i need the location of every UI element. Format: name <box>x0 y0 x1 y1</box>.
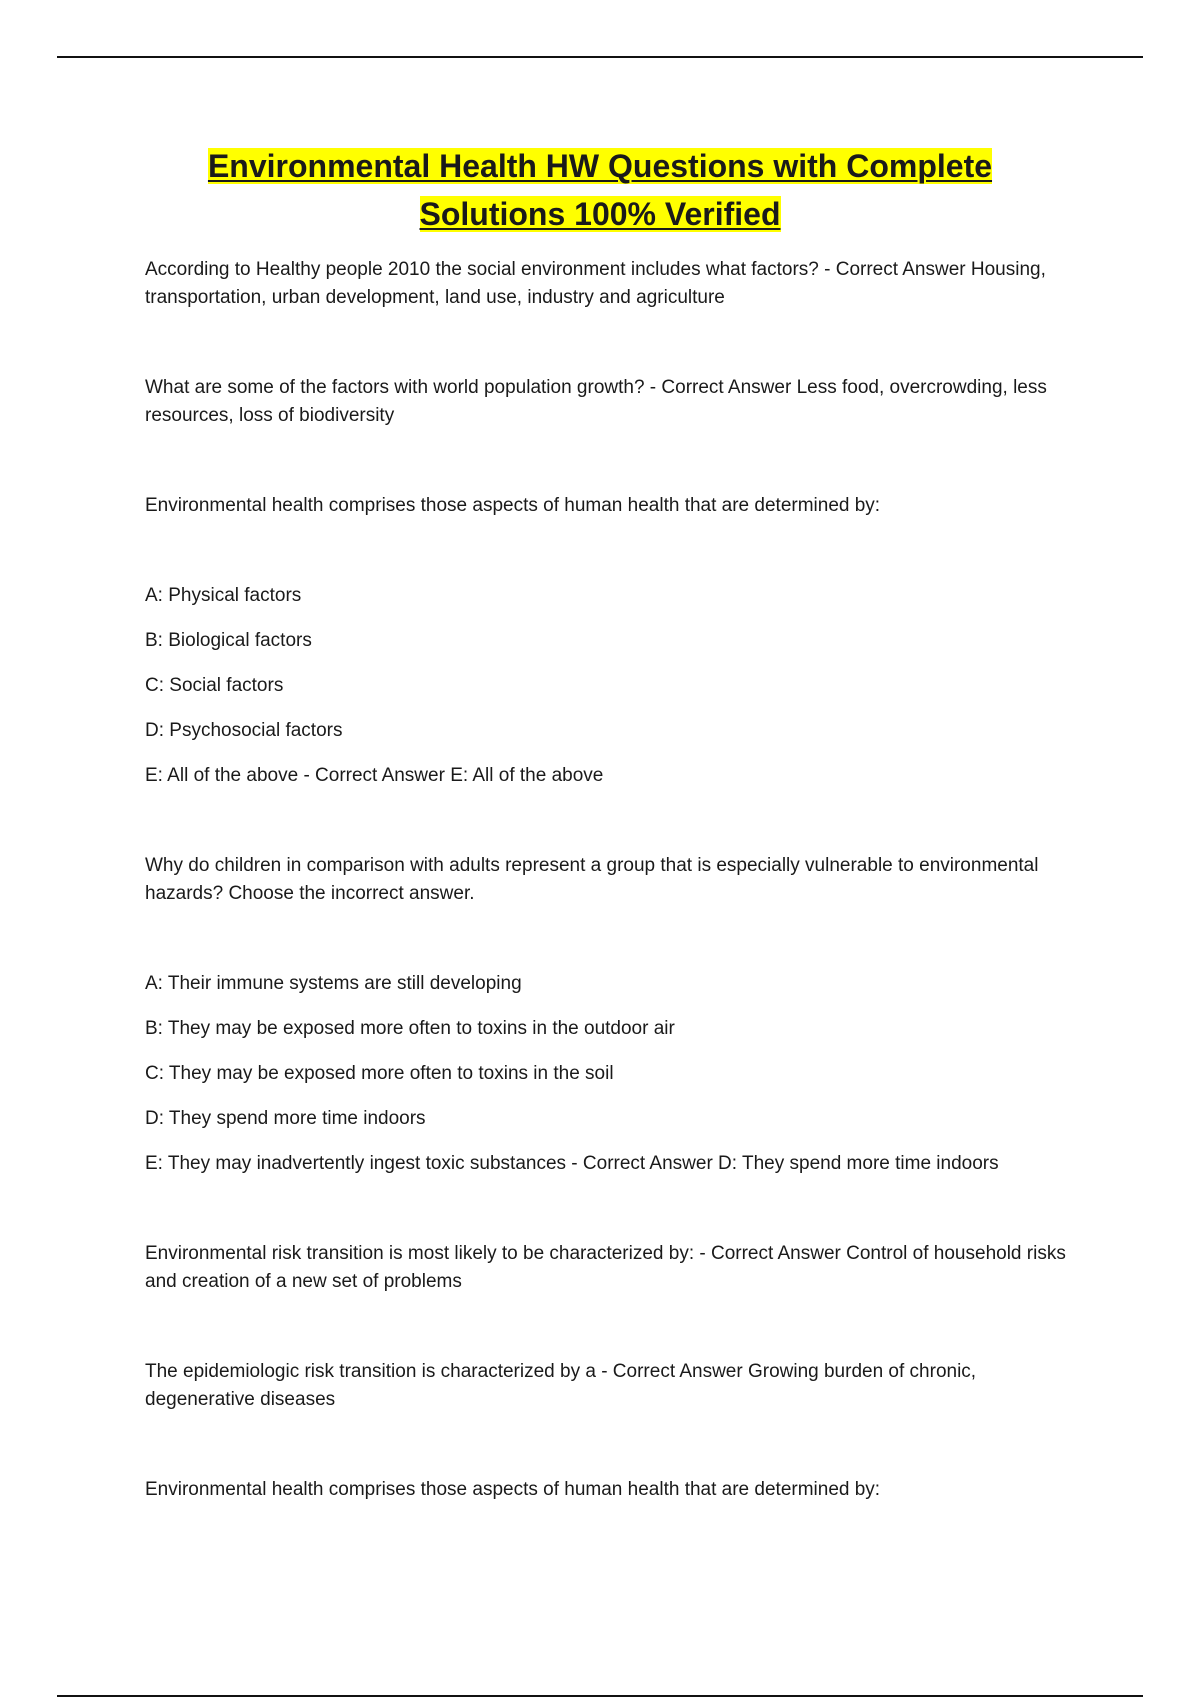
question-4-option-e: E: They may inadvertently ingest toxic substances - Correct Answer D: They spend more time indoors <box>145 1153 999 1174</box>
bottom-rule <box>57 1695 1143 1697</box>
question-3-option-b: B: Biological factors <box>145 630 312 651</box>
document-title <box>0 142 1200 238</box>
question-3: Environmental health comprises those aspects of human health that are determined by: <box>145 495 881 516</box>
question-4-option-d: D: They spend more time indoors <box>145 1108 426 1129</box>
question-3-option-a: A: Physical factors <box>145 585 302 606</box>
question-5: Environmental risk transition is most likely to be characterized by: - Correct Answer Control of household risks and creation of a new set of problems <box>145 1243 1066 1292</box>
question-7: Environmental health comprises those aspects of human health that are determined by: <box>145 1479 881 1500</box>
top-rule <box>57 56 1143 58</box>
document-body <box>145 256 1085 1504</box>
question-1: According to Healthy people 2010 the social environment includes what factors? - Correct Answer Housing, transportation, urban development, land use, industry and agriculture <box>145 259 1046 308</box>
title-line-1: Environmental Health HW Questions with Complete <box>207 148 993 184</box>
question-2: What are some of the factors with world population growth? - Correct Answer Less food, overcrowding, less resources, loss of biodiversity <box>145 377 1047 426</box>
question-6: The epidemiologic risk transition is characterized by a - Correct Answer Growing burden of chronic, degenerative diseases <box>145 1361 977 1410</box>
question-4: Why do children in comparison with adults represent a group that is especially vulnerable to environmental hazards? Choose the incorrect answer. <box>145 855 1039 904</box>
question-4-option-a: A: Their immune systems are still developing <box>145 973 522 994</box>
title-line-2: Solutions 100% Verified <box>419 196 781 232</box>
question-3-option-e: E: All of the above - Correct Answer E: All of the above <box>145 765 604 786</box>
question-4-option-b: B: They may be exposed more often to toxins in the outdoor air <box>145 1018 675 1039</box>
question-3-option-d: D: Psychosocial factors <box>145 720 343 741</box>
question-4-option-c: C: They may be exposed more often to toxins in the soil <box>145 1063 614 1084</box>
question-3-option-c: C: Social factors <box>145 675 284 696</box>
